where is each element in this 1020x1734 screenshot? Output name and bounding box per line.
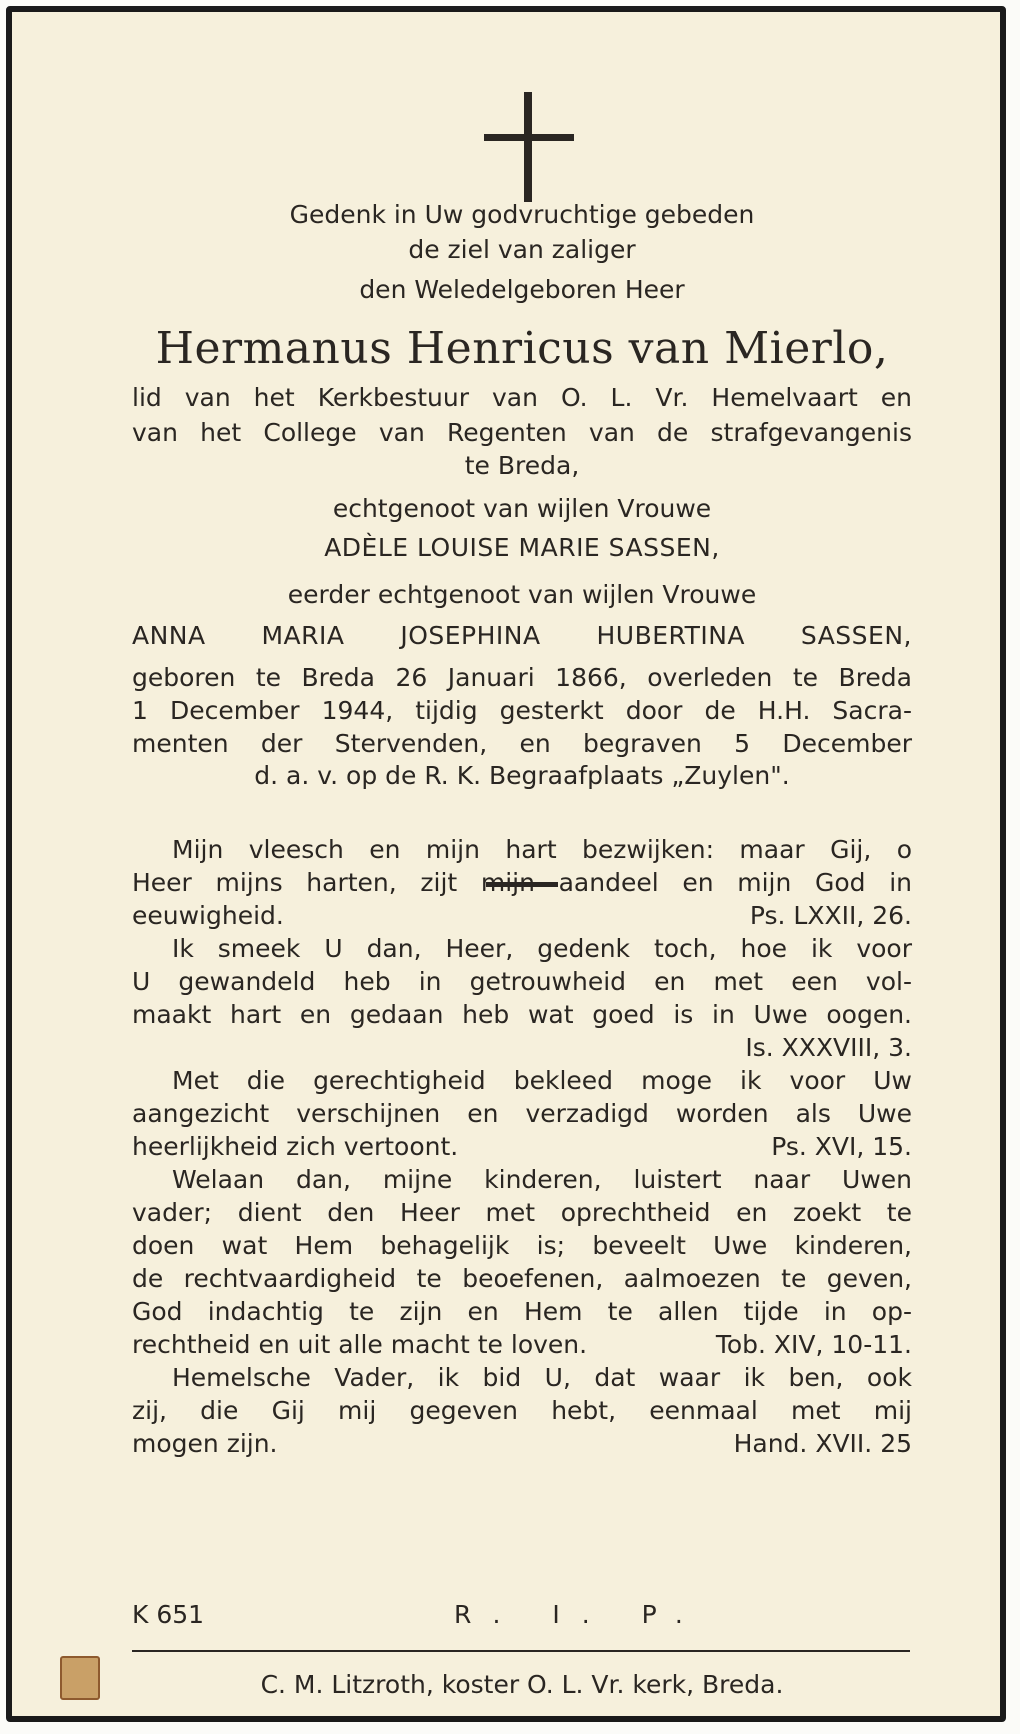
deceased-name: Hermanus Henricus van Mierlo, (155, 323, 889, 374)
verse-4-line-3: doen wat Hem behagelijk is; beveelt Uwe kinderen, (132, 1231, 912, 1260)
rip-text: R. I. P. (454, 1600, 705, 1629)
dates-line-1: geboren te Breda 26 Januari 1866, overleden te Breda (132, 663, 912, 692)
verse-4-line-1: Welaan dan, mijne kinderen, luistert naar Uwen (172, 1165, 912, 1194)
coat-of-arms-icon (60, 1656, 100, 1700)
verse-3-line-2: aangezicht verschijnen en verzadigd worden als Uwe (132, 1099, 912, 1128)
verse-4-line-6 (132, 1327, 912, 1362)
prev-spouse-intro: eerder echtgenoot van wijlen Vrouwe (287, 580, 757, 609)
divider-long (132, 1650, 910, 1652)
dates-line-4: d. a. v. op de R. K. Begraafplaats „Zuylen". (254, 761, 790, 790)
verse-2-line-1: Ik smeek U dan, Heer, gedenk toch, hoe ik voor (172, 934, 912, 963)
spouse-name: ADÈLE LOUISE MARIE SASSEN, (324, 533, 720, 562)
verse-4-line-5: God indachtig te zijn en Hem te allen tijde in op- (132, 1297, 912, 1326)
cross-vertical (524, 92, 532, 202)
printer-credit: C. M. Litzroth, koster O. L. Vr. kerk, Breda. (260, 1670, 784, 1699)
card-code: K 651 (132, 1600, 205, 1629)
cross-icon (484, 92, 574, 202)
cross-horizontal (484, 134, 574, 141)
header-line-1: Gedenk in Uw godvruchtige gebeden (289, 200, 755, 229)
dates-line-3: menten der Stervenden, en begraven 5 December (132, 729, 912, 758)
role-line-3: te Breda, (464, 451, 580, 480)
verse-4-text: rechtheid en uit alle macht te loven. (132, 1330, 588, 1359)
verse-1-line-1: Mijn vleesch en mijn hart bezwijken: maar Gij, o (172, 835, 912, 864)
verse-1-text: eeuwigheid. (132, 901, 284, 930)
verse-1-line-3 (132, 898, 912, 933)
verse-3-text: heerlijkheid zich vertoont. (132, 1132, 459, 1161)
role-line-1: lid van het Kerkbestuur van O. L. Vr. Hemelvaart en (132, 383, 912, 412)
memorial-card (6, 6, 1006, 1722)
verse-4-line-2: vader; dient den Heer met oprechtheid en zoekt te (132, 1198, 912, 1227)
verse-5-text: mogen zijn. (132, 1429, 278, 1458)
verse-3-line-3 (132, 1129, 912, 1164)
verse-4-line-4: de rechtvaardigheid te beoefenen, aalmoezen te geven, (132, 1264, 912, 1293)
header-line-2: de ziel van zaliger (408, 235, 636, 264)
header-line-3: den Weledelgeboren Heer (359, 275, 685, 304)
footer-row (132, 1597, 912, 1632)
verse-3-line-1: Met die gerechtigheid bekleed moge ik voor Uw (172, 1066, 912, 1095)
verse-5-line-3 (132, 1426, 912, 1461)
verse-2-line-2: U gewandeld heb in getrouwheid en met een vol- (132, 967, 912, 996)
verse-5-line-1: Hemelsche Vader, ik bid U, dat waar ik ben, ook (172, 1363, 912, 1392)
dates-line-2: 1 December 1944, tijdig gesterkt door de H.H. Sacra- (132, 696, 912, 725)
role-line-2: van het College van Regenten van de strafgevangenis (132, 418, 912, 447)
verse-2-line-3: maakt hart en gedaan heb wat goed is in Uwe oogen. (132, 1000, 912, 1029)
verse-5-line-2: zij, die Gij mij gegeven hebt, eenmaal met mij (132, 1396, 912, 1425)
prev-spouse-name: ANNA MARIA JOSEPHINA HUBERTINA SASSEN, (132, 621, 912, 650)
verse-1-reference: Ps. LXXII, 26. (749, 901, 912, 930)
verse-5-reference: Hand. XVII. 25 (733, 1429, 912, 1458)
verse-1-line-2: Heer mijns harten, zijt mijn aandeel en mijn God in (132, 868, 912, 897)
verse-3-reference: Ps. XVI, 15. (771, 1132, 912, 1161)
verse-4-reference: Tob. XIV, 10-11. (715, 1330, 912, 1359)
spouse-intro: echtgenoot van wijlen Vrouwe (332, 494, 712, 523)
verse-2-reference: Is. XXXVIII, 3. (745, 1033, 912, 1062)
